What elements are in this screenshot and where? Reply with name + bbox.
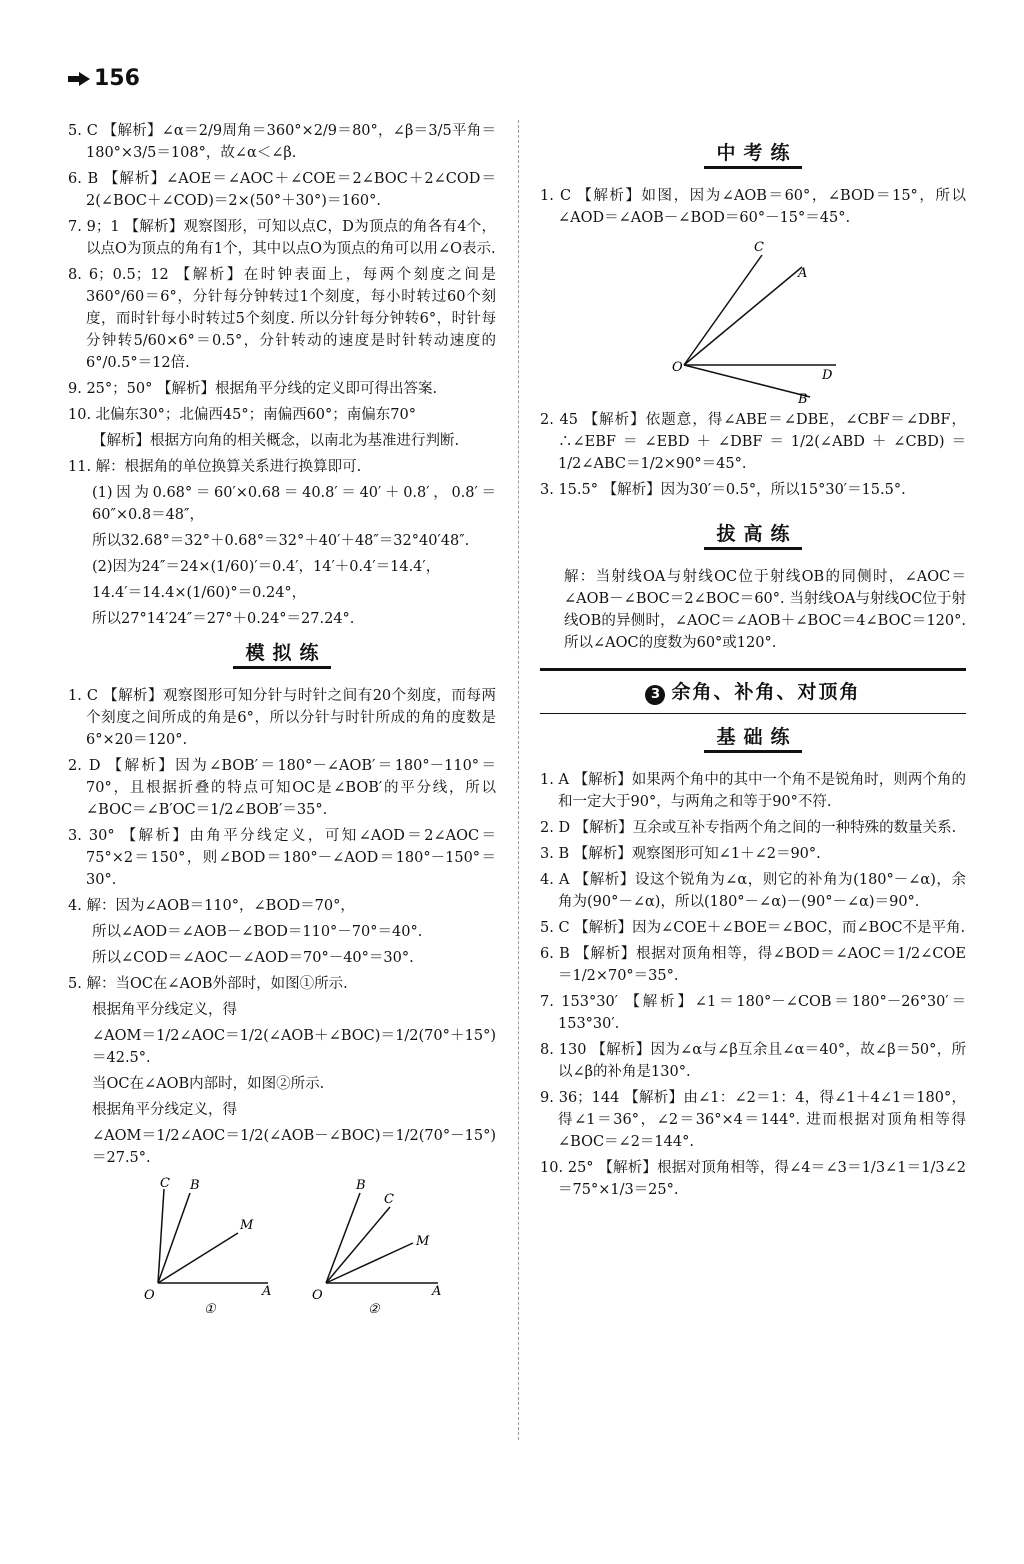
section-heading [540, 523, 966, 550]
point-label: M [240, 1218, 254, 1233]
figure-2 [312, 1178, 441, 1313]
answer-item: 4. 解：因为∠AOB＝110°，∠BOD＝70°， [68, 898, 355, 914]
answer-line: ∠AOM＝1/2∠AOC＝1/2(∠AOB＋∠BOC)＝1/2(70°＋15°)＝42.5°. [92, 1028, 496, 1066]
answer-line: 根据角平分线定义，得 [92, 1102, 237, 1118]
answer-line: (2)因为24″＝24×(1/60)′＝0.4′，14′＋0.4′＝14.4′， [92, 559, 441, 575]
point-label: O [312, 1288, 323, 1303]
answer-note: 【解析】根据方向角的相关概念，以南北为基准进行判断. [92, 433, 460, 449]
point-label: A [432, 1284, 442, 1299]
answer-item: 5. 解：当OC在∠AOB外部时，如图①所示. [68, 976, 348, 992]
answer-item: 7. 153°30′ 【解析】∠1＝180°－∠COB＝180°－26°30′＝153°30′. [540, 994, 966, 1032]
point-label: A [262, 1284, 272, 1299]
answer-item: 4. A 【解析】设这个锐角为∠α，则它的补角为(180°－∠α)，余角为(90°－∠α)，所以(180°－∠α)－(90°－∠α)＝90°. [540, 872, 966, 910]
answer-item: 6. B 【解析】根据对顶角相等，得∠BOD＝∠AOC＝1/2∠COE＝1/2×70°＝35°. [540, 946, 966, 984]
answer-item: 10. 北偏东30°；北偏西45°；南偏西60°；南偏东70° [68, 407, 416, 423]
page-number-text: 156 [94, 66, 140, 91]
answer-item: 2. D 【解析】因为∠BOB′＝180°－∠AOB′＝180°－110°＝70°，且根据折叠的特点可知OC是∠BOB′的平分线，所以∠BOC＝∠B′OC＝1/2∠BOB′＝35°. [68, 758, 496, 818]
point-label: B [356, 1178, 366, 1193]
chapter-heading [540, 668, 966, 714]
answer-line: 根据角平分线定义，得 [92, 1002, 237, 1018]
section-title: 中考练 [704, 142, 801, 169]
answer-line: 当OC在∠AOB内部时，如图②所示. [92, 1076, 325, 1092]
arrow-icon [68, 72, 90, 86]
answer-item: 9. 25°；50° 【解析】根据角平分线的定义即可得出答案. [68, 381, 438, 397]
chapter-number: 3 [645, 685, 665, 705]
answer-item: 5. C 【解析】∠α＝2/9周角＝360°×2/9＝80°，∠β＝3/5平角＝180°×3/5＝108°，故∠α＜∠β. [68, 123, 496, 161]
chapter-title: 余角、补角、对顶角 [671, 681, 861, 703]
answer-item: 10. 25° 【解析】根据对顶角相等，得∠4＝∠3＝1/3∠1＝1/3∠2＝75°×1/3＝25°. [540, 1160, 966, 1198]
answer-item: 3. 30° 【解析】由角平分线定义，可知∠AOD＝2∠AOC＝75°×2＝150°，则∠BOD＝180°－∠AOD＝180°－150°＝30°. [68, 828, 496, 888]
answer-item: 1. C 【解析】观察图形可知分针与时针之间有20个刻度，而每两个刻度之间所成的角是6°，所以分针与时针所成的角的度数是6°×20＝120°. [68, 688, 496, 748]
right-column [540, 120, 966, 1205]
point-label: B [798, 392, 808, 403]
answer-item: 9. 36；144 【解析】由∠1：∠2＝1：4，得∠1＋4∠1＝180°，得∠1＝36°，∠2＝36°×4＝144°. 进而根据对顶角相等得∠BOC＝∠2＝144°. [540, 1090, 966, 1150]
column-divider [518, 120, 519, 1440]
answer-line: (1)因为0.68°＝60′×0.68＝40.8′＝40′＋0.8′，0.8′＝60″×0.8＝48″， [92, 485, 496, 523]
answer-item: 1. C 【解析】如图，因为∠AOB＝60°，∠BOD＝15°，所以∠AOD＝∠AOB－∠BOD＝60°－15°＝45°. [540, 188, 966, 226]
point-label: C [754, 240, 764, 255]
answer-line: 所以∠AOD＝∠AOB－∠BOD＝110°－70°＝40°. [92, 924, 423, 940]
answer-item: 6. B 【解析】∠AOE＝∠AOC＋∠COE＝2∠BOC＋2∠COD＝2(∠BOC＋∠COD)＝2×(50°＋30°)＝160°. [68, 171, 496, 209]
point-label: O [144, 1288, 155, 1303]
point-label: A [798, 266, 808, 281]
section-title: 基础练 [704, 726, 801, 753]
section-heading [540, 726, 966, 753]
answer-item: 11. 解：根据角的单位换算关系进行换算即可. [68, 459, 362, 475]
answer-item: 8. 6；0.5；12 【解析】在时钟表面上，每两个刻度之间是360°/60＝6°，分针每分钟转过1个刻度，每小时转过60个刻度，而时针每小时转过5个刻度. 所以分针每分钟转6°，时针每分钟转5/60×6°＝0.5°，分针转动的速度是时针转动速度的6°/0.5°＝12倍. [68, 267, 496, 371]
point-label: D [822, 368, 833, 383]
answer-item: 8. 130 【解析】因为∠α与∠β互余且∠α＝40°，故∠β＝50°，所以∠β的补角是130°. [540, 1042, 966, 1080]
point-label: M [416, 1234, 430, 1249]
answer-item: 2. 45 【解析】依题意，得∠ABE＝∠DBE，∠CBF＝∠DBF，∴∠EBF＝∠EBD＋∠DBF＝1/2(∠ABD＋∠CBD)＝1/2∠ABC＝1/2×90°＝45°. [540, 412, 966, 472]
figure-1 [144, 1176, 271, 1313]
section-heading [68, 642, 496, 669]
angle-figure [540, 233, 966, 403]
answer-line: ∠AOM＝1/2∠AOC＝1/2(∠AOB－∠BOC)＝1/2(70°－15°)＝27.5°. [92, 1128, 496, 1166]
section-heading [540, 142, 966, 169]
answer-item: 1. A 【解析】如果两个角中的其中一个角不是锐角时，则两个角的和一定大于90°，与两角之和等于90°不符. [540, 772, 966, 810]
section-title: 模拟练 [233, 642, 330, 669]
section-title: 拔高练 [704, 523, 801, 550]
figure-caption: ① [204, 1302, 216, 1313]
point-label: O [672, 360, 683, 375]
answer-line: 所以27°14′24″＝27°＋0.24°＝27.24°. [92, 611, 355, 627]
answer-item: 3. B 【解析】观察图形可知∠1＋∠2＝90°. [540, 846, 821, 862]
answer-line: 所以∠COD＝∠AOC－∠AOD＝70°－40°＝30°. [92, 950, 414, 966]
answer-item: 3. 15.5° 【解析】因为30′＝0.5°，所以15°30′＝15.5°. [540, 482, 906, 498]
point-label: C [384, 1192, 394, 1207]
figure-caption: ② [368, 1302, 380, 1313]
answer-line: 所以32.68°＝32°＋0.68°＝32°＋40′＋48″＝32°40′48″. [92, 533, 470, 549]
answer-item: 5. C 【解析】因为∠COE＋∠BOE＝∠BOC，而∠BOC不是平角. [540, 920, 966, 936]
angle-figures [68, 1173, 496, 1313]
point-label: C [160, 1176, 170, 1191]
answer-item: 2. D 【解析】互余或互补专指两个角之间的一种特殊的数量关系. [540, 820, 957, 836]
answer-line: 14.4′＝14.4×(1/60)°＝0.24°， [92, 585, 307, 601]
answer-item: 7. 9；1 【解析】观察图形，可知以点C，D为顶点的角各有4个，以点O为顶点的角有1个，其中以点O为顶点的角可以用∠O表示. [68, 219, 496, 257]
page-number [68, 66, 140, 91]
left-column [68, 120, 496, 1313]
point-label: B [190, 1178, 200, 1193]
answer-paragraph: 解：当射线OA与射线OC位于射线OB的同侧时，∠AOC＝∠AOB－∠BOC＝2∠BOC＝60°. 当射线OA与射线OC位于射线OB的异侧时，∠AOC＝∠AOB＋∠BOC＝4∠BOC＝120°. 所以∠AOC的度数为60°或120°. [564, 569, 966, 651]
